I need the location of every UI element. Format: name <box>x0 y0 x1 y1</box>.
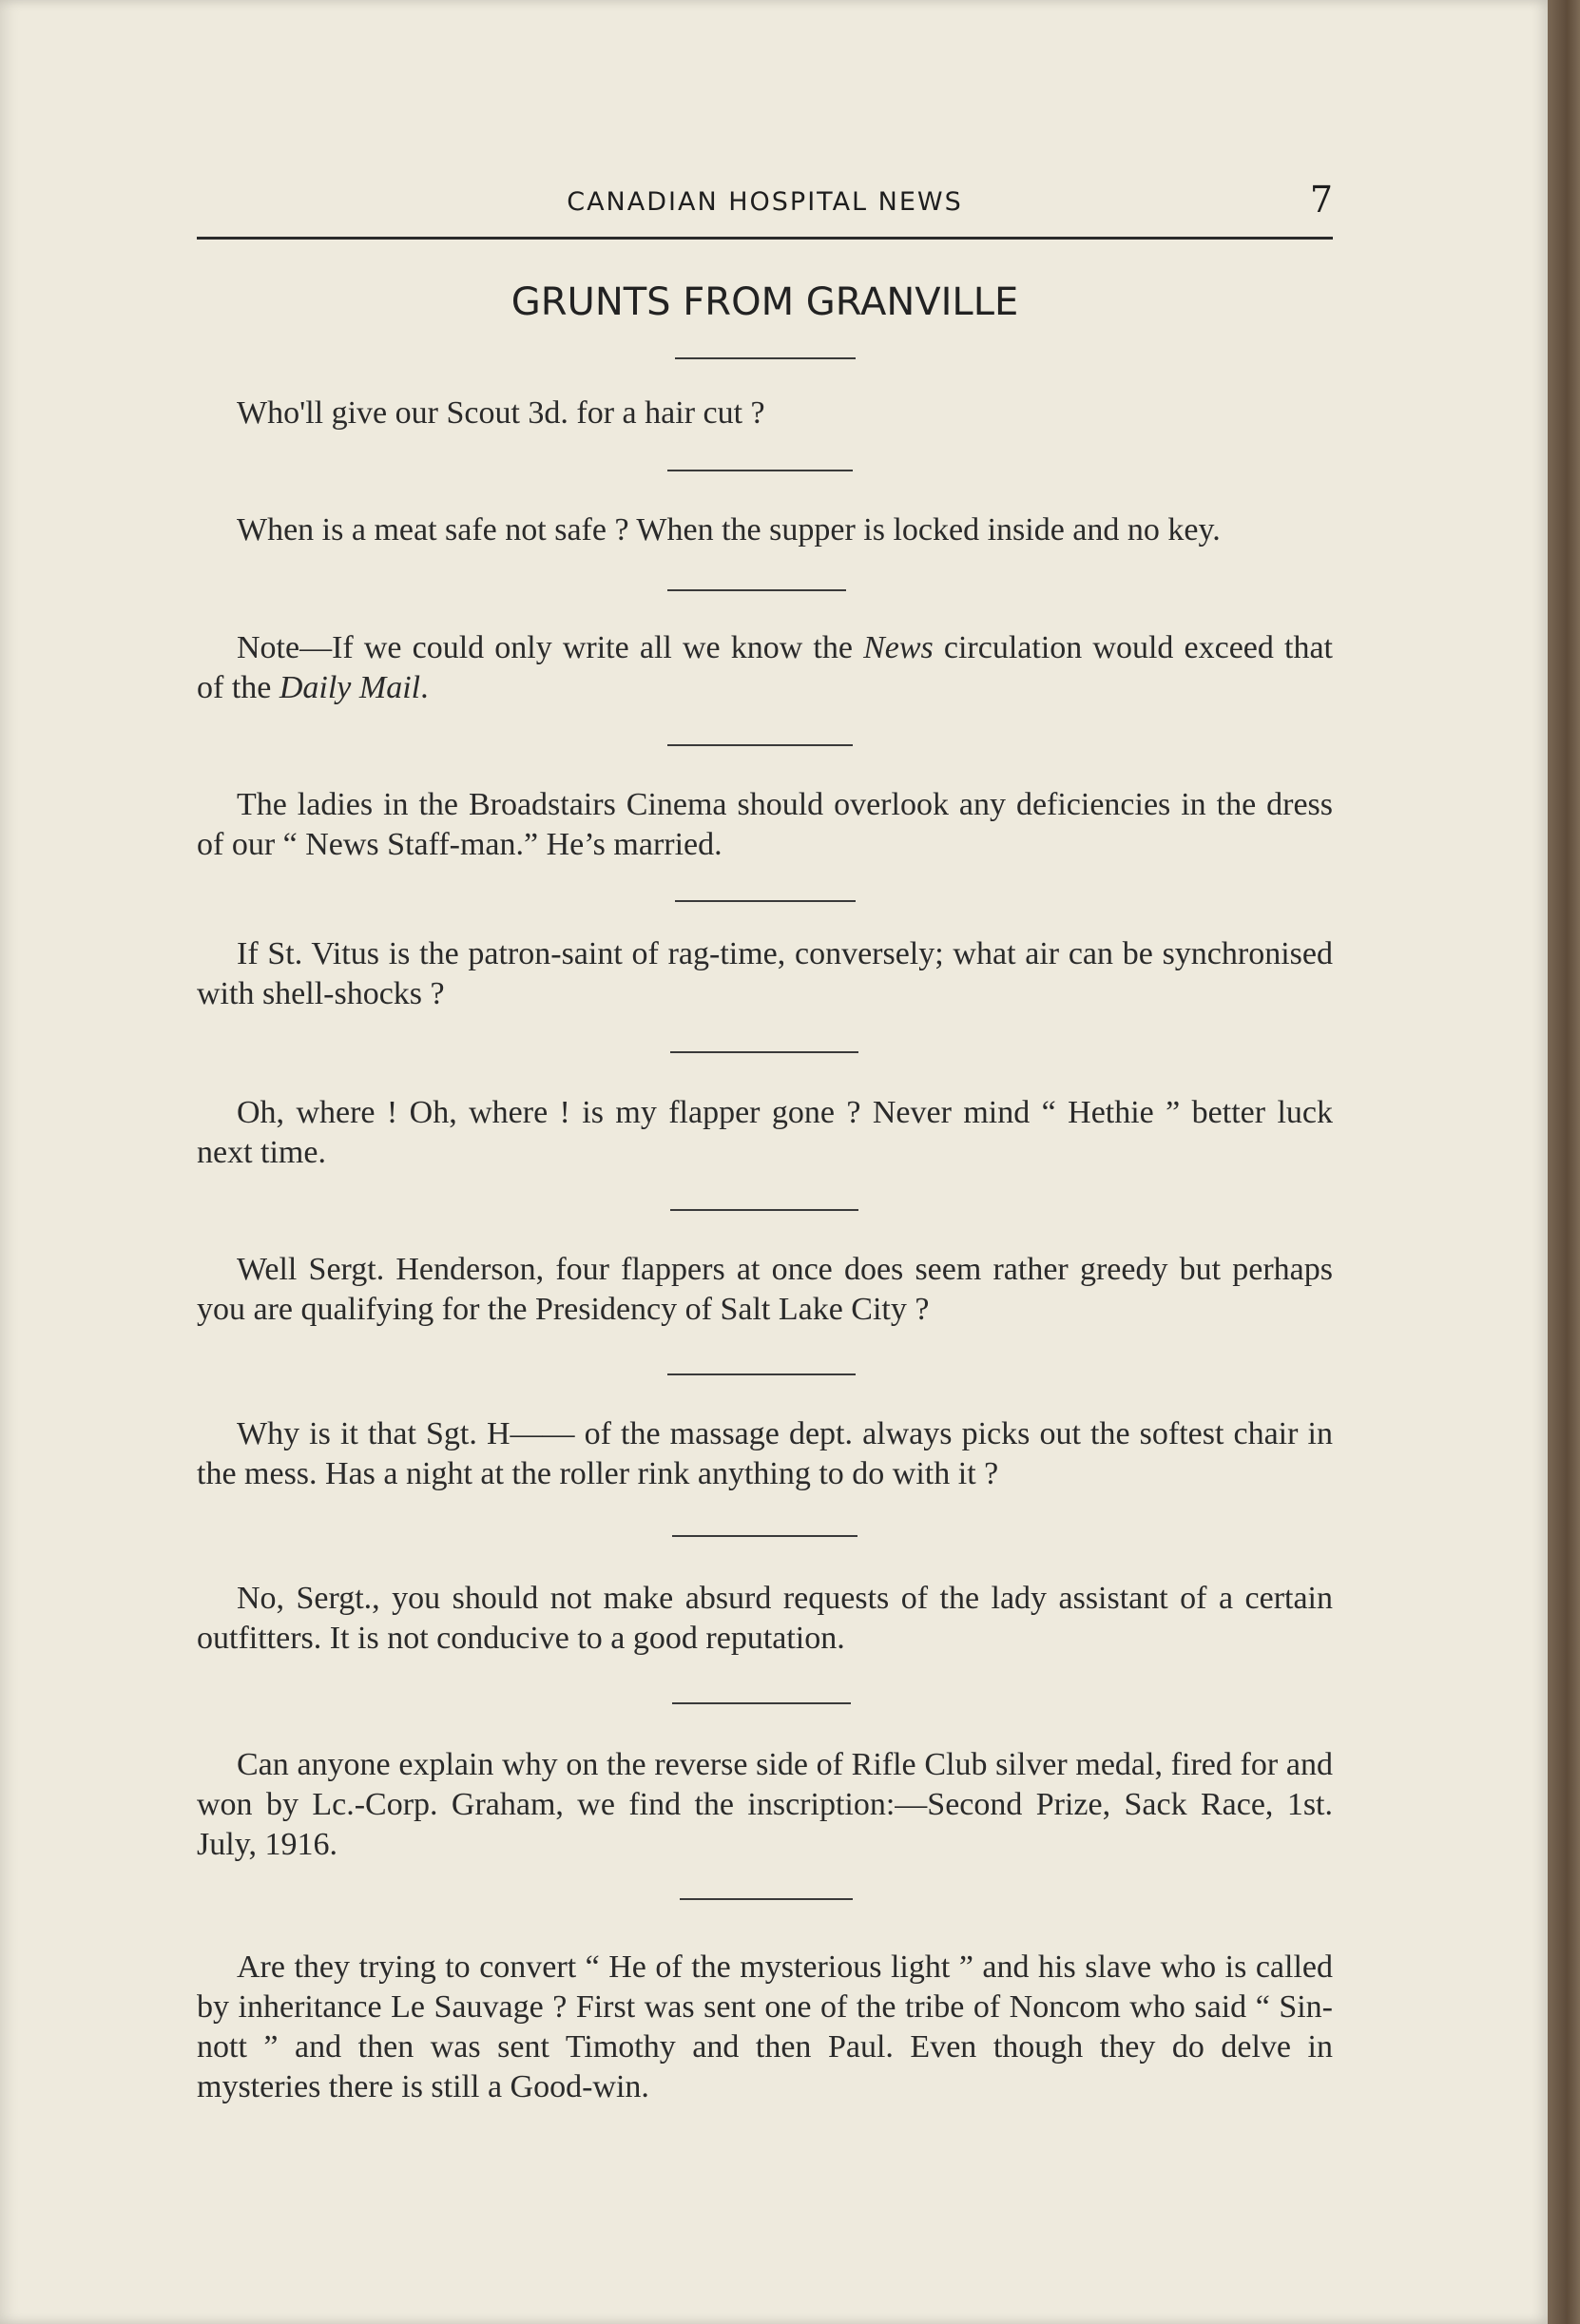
paragraph-italic: News <box>863 630 934 665</box>
paragraph: Are they trying to convert “ He of the mysterious light ” and his slave who is called by inheritance Le Sauvage ? First was sent one of the tribe of Noncom who said “ Sin-nott ” and then was sent Timothy and then Paul. Even though they do delve in mysteries there is still a Good-win. <box>197 1949 1333 2104</box>
separator-rule <box>667 470 853 471</box>
paragraph: Why is it that Sgt. H—— of the massage dept. always picks out the softest chair in the mess. Has a night at the roller rink anything to do with it ? <box>197 1416 1333 1491</box>
paragraph-text: Note—If we could only write all we know the <box>237 630 864 665</box>
separator-rule <box>667 1373 856 1375</box>
separator-rule <box>667 744 853 746</box>
page-number: 7 <box>1309 179 1333 221</box>
running-head: CANADIAN HOSPITAL NEWS <box>567 187 963 217</box>
separator-rule <box>680 1898 853 1900</box>
separator-rule <box>672 1535 857 1537</box>
separator-rule <box>667 589 846 591</box>
paragraph: The ladies in the Broadstairs Cinema should overlook any deficiencies in the dress of our “ News Staff-man.” He’s married. <box>197 787 1333 862</box>
paragraph-italic: Daily Mail <box>279 670 421 705</box>
separator-rule <box>670 1051 858 1053</box>
page-header <box>197 179 1333 240</box>
paragraph-text: circulation would exceed that of the <box>197 630 1333 705</box>
paragraph: Who'll give our Scout 3d. for a hair cut ? <box>237 395 765 431</box>
paragraph-text: . <box>420 670 429 705</box>
separator-rule <box>672 1702 851 1704</box>
title-rule <box>675 357 856 359</box>
paragraph: If St. Vitus is the patron-saint of rag-time, conversely; what air can be synchronised with shell-shocks ? <box>197 936 1333 1011</box>
article-title: GRUNTS FROM GRANVILLE <box>511 280 1019 324</box>
separator-rule <box>675 900 856 902</box>
paragraph: When is a meat safe not safe ? When the supper is locked inside and no key. <box>237 512 1221 547</box>
separator-rule <box>670 1209 858 1211</box>
paragraph <box>197 628 1333 708</box>
paragraph: Oh, where ! Oh, where ! is my flapper gone ? Never mind “ Hethie ” better luck next time. <box>197 1095 1333 1170</box>
paragraph: Can anyone explain why on the reverse side of Rifle Club silver medal, fired for and won by Lc.-Corp. Graham, we find the inscription:—Second Prize, Sack Race, 1st. July, 1916. <box>197 1747 1333 1862</box>
page-edge <box>1548 0 1580 2324</box>
paragraph: No, Sergt., you should not make absurd requests of the lady assistant of a certain outfitters. It is not conducive to a good reputation. <box>197 1581 1333 1656</box>
paragraph: Well Sergt. Henderson, four flappers at once does seem rather greedy but perhaps you are qualifying for the Presidency of Salt Lake City ? <box>197 1252 1333 1327</box>
